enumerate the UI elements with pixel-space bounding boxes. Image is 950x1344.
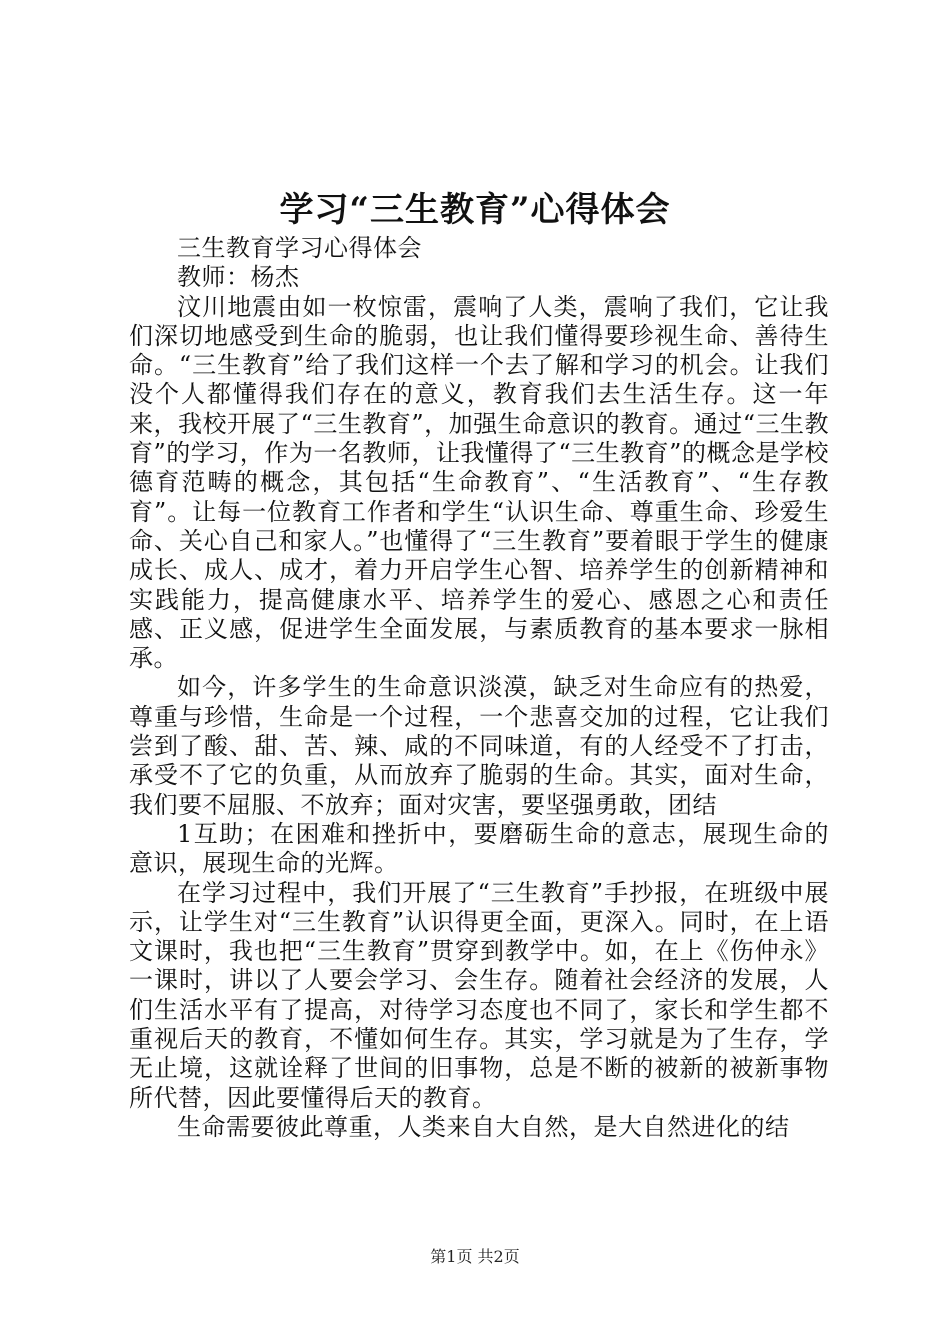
paragraph-subtitle: 三生教育学习心得体会	[177, 234, 422, 262]
paragraph-learning-process: 在学习过程中，我们开展了“三生教育”手抄报，在班级中展示，让学生对“三生教育”认识得更全面，更深入。同时，在上语文课时，我也把“三生教育”贯穿到教学中。如，在上《伤仲永》一课时，讲以了人要会学习、会生存。随着社会经济的发展，人们生活水平有了提高，对待学习态度也不同了，家长和学生都不重视后天的教育，不懂如何生存。其实，学习就是为了生存，学无止境，这就诠释了世间的旧事物，总是不断的被新的被新事物所代替，因此要懂得后天的教育。	[129, 878, 829, 1112]
paragraph-mutual-help: 1互助；在困难和挫折中，要磨砺生命的意志，展现生命的意识，展现生命的光辉。	[129, 819, 829, 878]
paragraph-author: 教师：杨杰	[177, 263, 300, 292]
document-title: 学习“三生教育”心得体会	[279, 190, 671, 230]
paragraph-respect-life: 生命需要彼此尊重，人类来自大自然，是大自然进化的结	[177, 1112, 790, 1141]
document-body	[129, 234, 829, 1142]
paragraph-intro: 汶川地震由如一枚惊雷，震响了人类，震响了我们，它让我们深切地感受到生命的脆弱，也让我们懂得要珍视生命、善待生命。“三生教育”给了我们这样一个去了解和学习的机会。让我们没个人都懂得我们存在的意义，教育我们去生活生存。这一年来，我校开展了“三生教育”，加强生命意识的教育。通过“三生教育”的学习，作为一名教师，让我懂得了“三生教育”的概念是学校德育范畴的概念，其包括“生命教育”、“生活教育”、“生存教育”。让每一位教育工作者和学生“认识生命、尊重生命、珍爱生命、关心自己和家人。”也懂得了“三生教育”要着眼于学生的健康成长、成人、成才，着力开启学生心智、培养学生的创新精神和实践能力，提高健康水平、培养学生的爱心、感恩之心和责任感、正义感，促进学生全面发展，与素质教育的基本要求一脉相承。	[129, 292, 829, 673]
page-footer: 第1页 共2页	[430, 1247, 520, 1266]
paragraph-life-awareness: 如今，许多学生的生命意识淡漠，缺乏对生命应有的热爱，尊重与珍惜，生命是一个过程，一个悲喜交加的过程，它让我们尝到了酸、甜、苦、辣、咸的不同味道，有的人经受不了打击，承受不了它的负重，从而放弃了脆弱的生命。其实，面对生命，我们要不屈服、不放弃；面对灾害，要坚强勇敢，团结	[129, 673, 829, 819]
